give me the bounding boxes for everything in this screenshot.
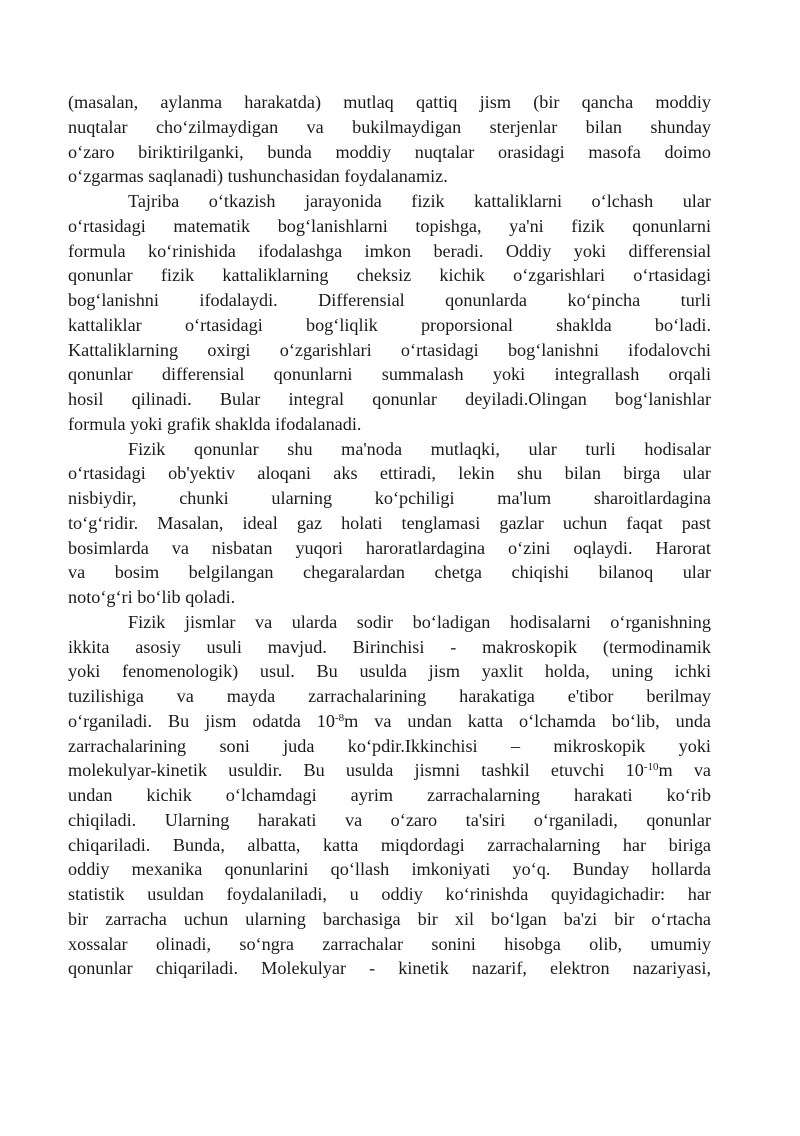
text-line: qonunlar chiqariladi. Molekulyar - kinetik nazarif, elektron nazariyasi,	[68, 958, 711, 979]
text-line: statistik usuldan foydalaniladi, u oddiy ko‘rinishda quyidagichadir: har	[68, 884, 711, 904]
text-line: formula yoki grafik shaklda ifodalanadi.	[68, 413, 362, 434]
text-line: bir zarracha uchun ularning barchasiga bir xil bo‘lgan ba'zi bir o‘rtacha	[68, 908, 711, 929]
text-line: kattaliklar o‘rtasidagi bog‘liqlik proporsional shaklda bo‘ladi.	[68, 314, 711, 335]
text-line: o‘rtasidagi ob'yektiv aloqani aks ettiradi, lekin shu bilan birga ular	[68, 463, 711, 484]
text-line: Fizik jismlar va ularda sodir bo‘ladigan hodisalarni o‘rganishning	[128, 611, 711, 632]
paragraph	[68, 610, 711, 981]
text-line: o‘rganiladi. Bu jism odatda $10^{-8}m$ va undan katta o‘lchamda bo‘lib, unda	[68, 710, 711, 731]
text-line: ikkita asosiy usuli mavjud. Birinchisi - makroskopik (termodinamik	[68, 636, 711, 657]
text-line: o‘zgarmas saqlanadi) tushunchasidan foydalanamiz.	[68, 166, 448, 187]
text-line: yoki fenomenologik) usul. Bu usulda jism yaxlit holda, uning ichki	[68, 661, 711, 682]
exponent: -8	[334, 711, 345, 724]
text-line: Kattaliklarning oxirgi o‘zgarishlari o‘rtasidagi bog‘lanishni ifodalovchi	[68, 339, 711, 360]
text-line: oddiy mexanika qonunlarini qo‘llash imkoniyati yo‘q. Bunday hollarda	[68, 859, 711, 880]
document-page	[68, 90, 711, 981]
text-line: (masalan, aylanma harakatda) mutlaq qattiq jism (bir qancha moddiy	[68, 92, 711, 112]
text-line: Fizik qonunlar shu ma'noda mutlaqki, ular turli hodisalar	[128, 438, 711, 459]
text-line: bog‘lanishni ifodalaydi. Differensial qonunlarda ko‘pincha turli	[68, 290, 711, 310]
exponent: -10	[643, 761, 659, 774]
text-line: o‘zaro biriktirilganki, bunda moddiy nuqtalar orasidagi masofa doimo	[68, 141, 711, 162]
text-line: formula ko‘rinishida ifodalashga imkon beradi. Oddiy yoki differensial	[68, 240, 711, 261]
text-line: nisbiydir, chunki ularning ko‘pchiligi ma'lum sharoitlardagina	[68, 488, 711, 508]
text-line: qonunlar fizik kattaliklarning cheksiz kichik o‘zgarishlari o‘rtasidagi	[68, 265, 711, 286]
text-line: zarrachalarining soni juda ko‘pdir.Ikkinchisi – mikroskopik yoki	[68, 735, 711, 756]
text-line: undan kichik o‘lchamdagi ayrim zarrachalarning harakati ko‘rib	[68, 785, 711, 805]
text-line: noto‘g‘ri bo‘lib qoladi.	[68, 587, 236, 607]
text-line: qonunlar differensial qonunlarni summalash yoki integrallash orqali	[68, 364, 711, 385]
text-line: nuqtalar cho‘zilmaydigan va bukilmaydigan sterjenlar bilan shunday	[68, 116, 711, 137]
text-line: Tajriba o‘tkazish jarayonida fizik kattaliklarni o‘lchash ular	[128, 191, 711, 211]
text-line: chiqiladi. Ularning harakati va o‘zaro ta'siri o‘rganiladi, qonunlar	[68, 809, 711, 830]
paragraph	[68, 90, 711, 189]
text-line: tuzilishiga va mayda zarrachalarining harakatiga e'tibor berilmay	[68, 686, 711, 706]
text-line: to‘g‘ridir. Masalan, ideal gaz holati tenglamasi gazlar uchun faqat past	[68, 512, 711, 533]
text-line: chiqariladi. Bunda, albatta, katta miqdordagi zarrachalarning har biriga	[68, 834, 711, 855]
text-line: hosil qilinadi. Bular integral qonunlar deyiladi.Olingan bog‘lanishlar	[68, 389, 711, 409]
paragraph	[68, 189, 711, 437]
text-line: bosimlarda va nisbatan yuqori haroratlardagina o‘zini oqlaydi. Harorat	[68, 537, 711, 558]
text-line: molekulyar-kinetik usuldir. Bu usulda jismni tashkil etuvchi $10^{-10}m$ va	[68, 760, 711, 781]
text-line: xossalar olinadi, so‘ngra zarrachalar sonini hisobga olib, umumiy	[68, 933, 711, 954]
paragraph	[68, 437, 711, 610]
text-line: o‘rtasidagi matematik bog‘lanishlarni topishga, ya'ni fizik qonunlarni	[68, 215, 711, 236]
text-line: va bosim belgilangan chegaralardan chetga chiqishi bilanoq ular	[68, 562, 711, 583]
